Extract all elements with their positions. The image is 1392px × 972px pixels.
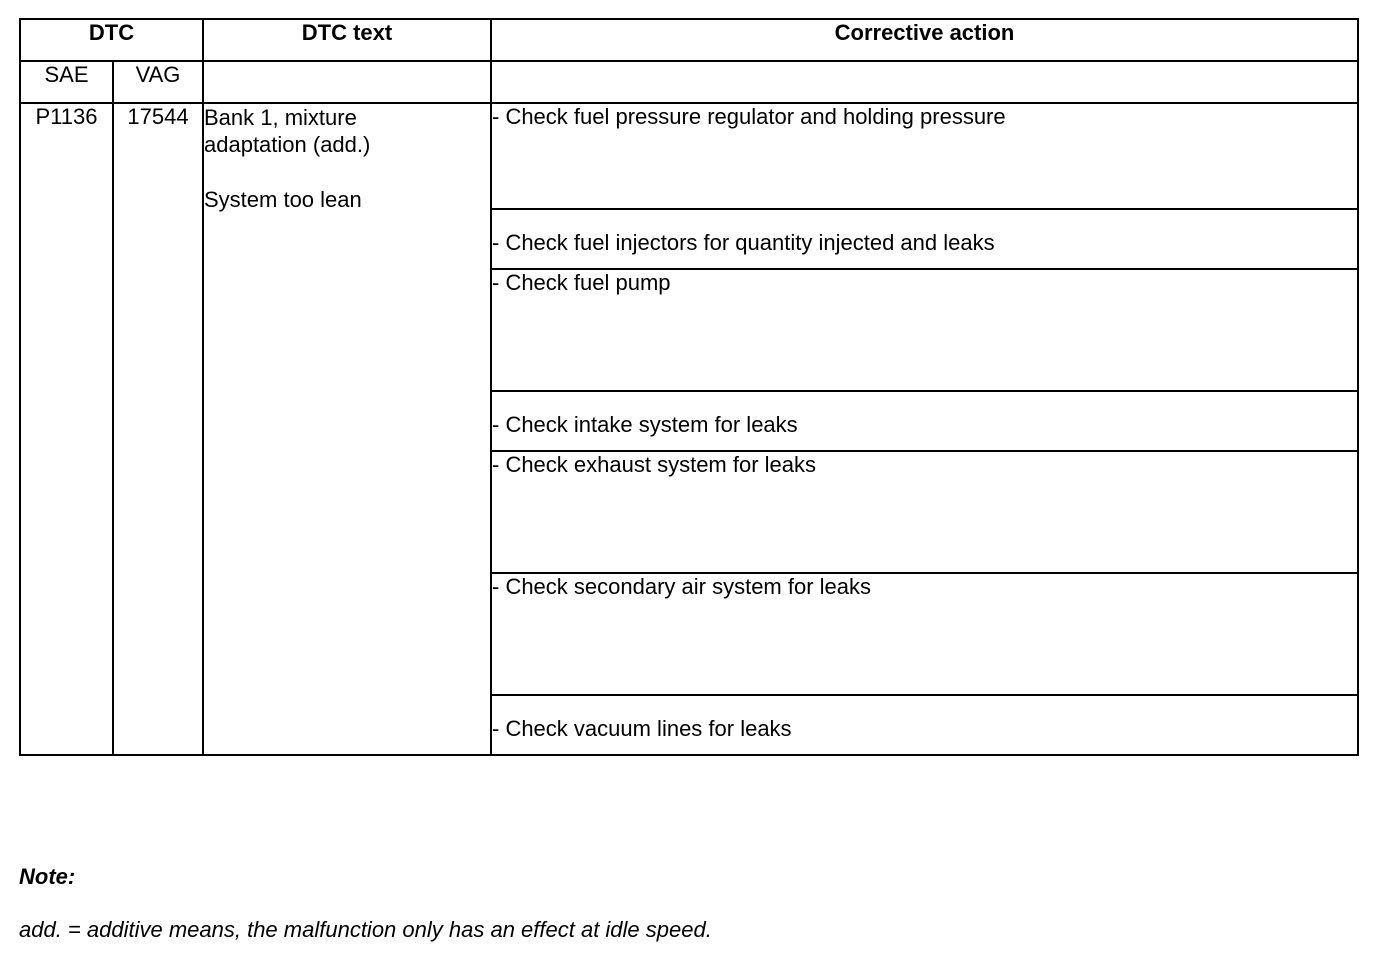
action-item-1: - Check fuel pressure regulator and holding pressure bbox=[491, 103, 1358, 209]
subheader-sae: SAE bbox=[20, 61, 113, 103]
subheader-empty-text bbox=[203, 61, 491, 103]
header-dtc: DTC bbox=[20, 19, 203, 61]
table-row bbox=[20, 103, 1358, 209]
subheader-vag: VAG bbox=[113, 61, 203, 103]
dtc-text-line-1: Bank 1, mixture bbox=[204, 105, 357, 130]
dtc-text-line-2: adaptation (add.) bbox=[204, 132, 371, 157]
sae-code: P1136 bbox=[20, 103, 113, 755]
action-item-4: - Check intake system for leaks bbox=[491, 391, 1358, 451]
action-item-6: - Check secondary air system for leaks bbox=[491, 573, 1358, 695]
action-item-2: - Check fuel injectors for quantity injected and leaks bbox=[491, 209, 1358, 269]
header-row bbox=[20, 19, 1358, 61]
action-item-5: - Check exhaust system for leaks bbox=[491, 451, 1358, 573]
dtc-table bbox=[19, 18, 1359, 756]
note-label: Note: bbox=[19, 864, 76, 889]
vag-code: 17544 bbox=[113, 103, 203, 755]
dtc-text-line-3: System too lean bbox=[204, 187, 362, 212]
action-item-3: - Check fuel pump bbox=[491, 269, 1358, 391]
header-corrective-action: Corrective action bbox=[491, 19, 1358, 61]
header-dtc-text: DTC text bbox=[203, 19, 491, 61]
subheader-row bbox=[20, 61, 1358, 103]
note-text: add. = additive means, the malfunction only has an effect at idle speed. bbox=[19, 917, 712, 942]
subheader-empty-action bbox=[491, 61, 1358, 103]
action-item-7: - Check vacuum lines for leaks bbox=[491, 695, 1358, 755]
dtc-text-cell bbox=[203, 103, 491, 755]
